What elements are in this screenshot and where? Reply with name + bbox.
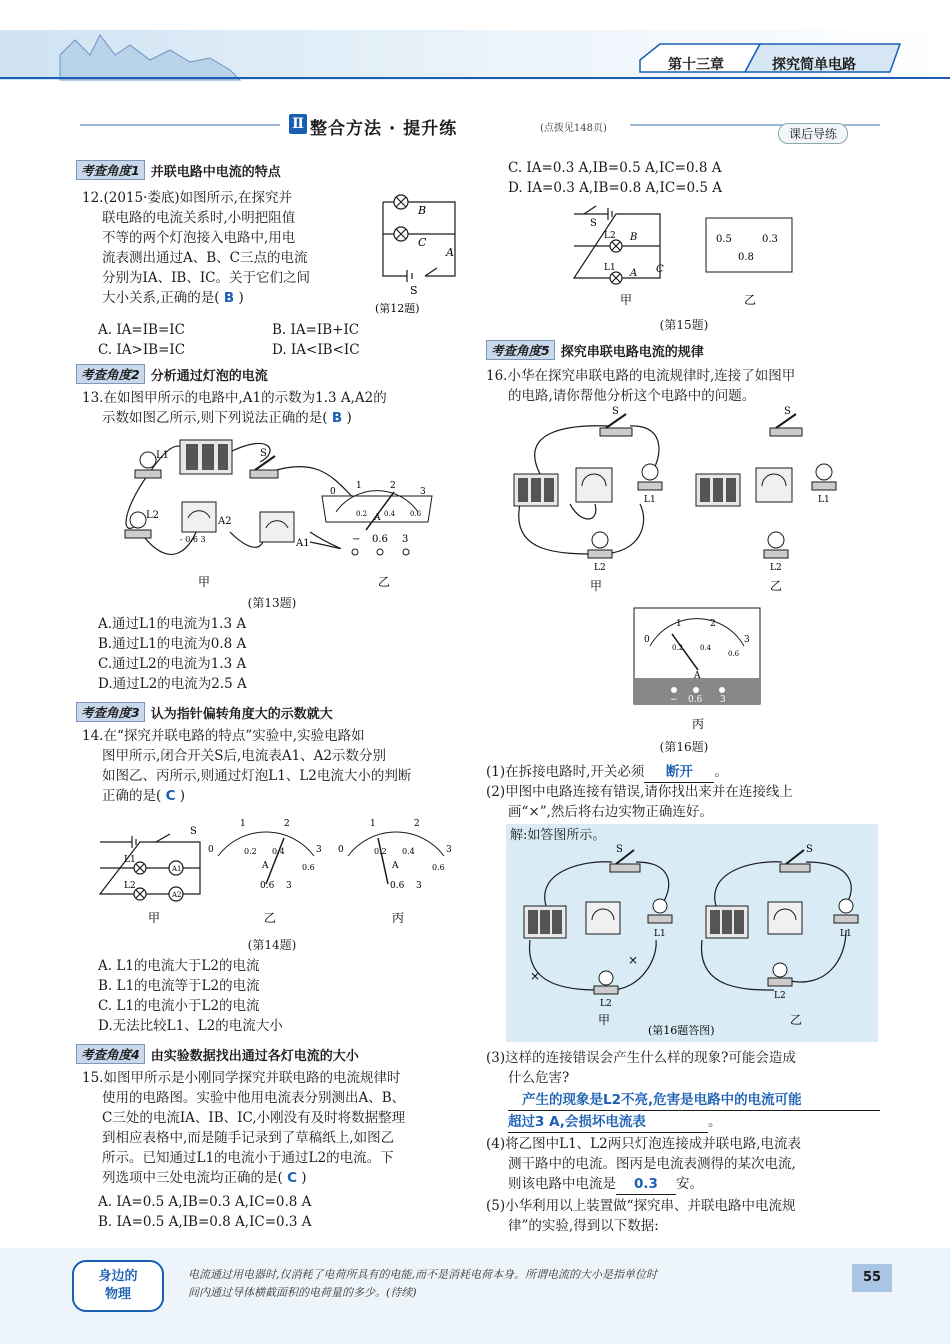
q15-answer-line [82,1168,405,1188]
bulb-l2-icon [588,532,612,558]
tick-0-6: 0.6 [410,510,422,518]
q16-part-3-answer-2-line [508,1112,722,1133]
q16-figure [500,404,880,604]
q13-label-s: S [260,448,267,459]
q14-line: 如图乙、丙所示,则通过灯泡L1、L2电流大小的判断 [102,768,412,784]
tick-0-2: 0.2 [672,644,684,652]
q16-yi: 乙 [770,579,783,593]
q13-label-a1: A1 [296,538,310,549]
q16-p1-text: (1)在拆接电路时,开关必须 [486,764,645,780]
ammeter-icon [756,468,792,502]
q16-part-3-answer-1: 产生的现象是L2不亮,危害是电路中的电流可能 [508,1090,880,1111]
q15-label-l2: L2 [604,231,616,241]
angle-text: 由实验数据找出通过各灯电流的大小 [150,1048,359,1064]
q16-solution-label: 解:如答图所示。 [510,828,606,843]
q15-option-c: C. IA=0.3 A,IB=0.5 A,IC=0.8 A [508,160,722,176]
q13-label-l1: L1 [156,450,170,461]
ans-label-s: S [616,844,623,855]
q15-label-a: A [630,268,638,279]
q12-answer-line [82,288,310,308]
bulb-l1-icon [638,464,662,490]
chapter-label: 第十三章 [668,57,724,73]
terminal-3: 3 [416,881,422,891]
q12-label-s: S [410,284,418,297]
q15-draft-v1: 0.5 [716,234,732,245]
cross-mark: × [530,969,541,983]
q13-jia: 甲 [198,575,211,589]
q15-options-left [98,1192,312,1232]
battery-icon [696,474,740,506]
q14-line: 14.在“探究并联电路的特点”实验中,实验电路如 [82,728,365,744]
q15-text [82,1068,405,1188]
q15-line: 所示。已知通过L1的电流小于通过L2的电流。下 [102,1150,394,1166]
q16-bing: 丙 [692,717,705,731]
tick-0-2: 0.2 [244,847,257,856]
footer-line-2: 间内通过导体横截面积的电荷量的多少。(待续) [188,1286,417,1299]
q15-option-b: B. IA=0.5 A,IB=0.8 A,IC=0.3 A [98,1214,312,1230]
q16-part-2-line-1: (2)甲图中电路连接有错误,请你找出来并在连接线上 [486,784,793,800]
q12-option-b: B. IA=IB+IC [272,322,360,338]
q12-label-c: C [418,236,427,249]
tick-0: 0 [338,845,344,855]
q15-line: C三处的电流IA、IB、IC,小刚没有及时将数据整理 [102,1110,406,1126]
meter-unit: A [262,861,269,871]
q13-option-c: C.通过L2的电流为1.3 A [98,656,247,672]
q14-dial-yi [218,832,314,884]
q12-line: 联电路的电流关系时,小明把阻值 [102,210,296,226]
tick-3: 3 [316,845,322,855]
q15-options-right [508,158,722,198]
angle-text: 探究串联电路电流的规律 [560,344,704,360]
q16-p1-answer: 断开 [644,762,714,783]
tick-0-2: 0.2 [356,510,368,518]
q16-p4-answer: 0.3 [616,1174,676,1195]
tick-0-4: 0.4 [384,510,396,518]
q13-figure [110,432,450,612]
q16-part-2-line-2: 画“×”,然后将右边实物正确连好。 [508,804,713,820]
angle-1-heading [76,160,281,180]
tick-0: 0 [644,635,650,645]
ammeter-a2-icon [182,502,216,532]
meter-unit: A [392,861,399,871]
page-number: 55 [852,1264,892,1292]
q16-part-5-line-2: 律”的实验,得到以下数据: [508,1218,659,1234]
q16-p3-end: 。 [708,1114,722,1130]
q16-part-3-line-1: (3)这样的连接错误会产生什么样的现象?可能会造成 [486,1050,796,1066]
q16-ammeter-bing [632,606,762,736]
tick-0-6: 0.6 [432,863,445,872]
q13-option-d: D.通过L2的电流为2.5 A [98,676,247,692]
q14-jia: 甲 [148,911,161,925]
q16-line-2: 的电路,请你帮他分析这个电路中的问题。 [508,388,756,404]
terminal-0-6: 0.6 [390,881,405,891]
switch-icon [770,414,802,436]
tick-1: 1 [356,481,362,491]
angle-text: 认为指针偏转角度大的示数就大 [150,706,333,722]
ans-label-l1: L1 [654,929,666,939]
switch-icon [610,850,640,872]
q14-label-l1: L1 [124,855,136,865]
ammeter-icon [586,902,620,934]
tick-0: 0 [330,487,336,497]
q13-yi: 乙 [378,575,391,589]
bulb-l2-icon [768,963,792,986]
q15-paren: ) [301,1170,307,1186]
q13-line-1: 13.在如图甲所示的电路中,A1的示数为1.3 A,A2的 [82,390,387,406]
battery-icon [180,440,232,474]
tick-1: 1 [370,819,376,829]
q15-draft-v3: 0.8 [738,252,754,263]
angle-tag: 考查角度4 [76,1044,145,1064]
terminal-3: 3 [402,534,409,545]
bulb-l1-icon [834,899,858,923]
q14-paren: ) [179,788,186,804]
q15-yi: 乙 [744,293,757,307]
q14-option-b: B. L1的电流等于L2的电流 [98,978,260,994]
q16-yi-label-l1: L1 [818,495,830,505]
meter-unit: A [374,513,381,523]
q16-line-1: 16.小华在探究串联电路的电流规律时,连接了如图甲 [486,368,796,384]
q12-line: 流表测出通过A、B、C三点的电流 [102,250,308,266]
ans-yi-label-l1: L1 [840,929,852,939]
q15-stem: 列选项中三处电流均正确的是( [102,1170,283,1186]
terminal-neg: − [670,695,678,705]
tick-1: 1 [240,819,246,829]
angle-tag: 考查角度3 [76,702,145,722]
section-title: 整合方法 · 提升练 [310,119,458,139]
q13-answer: B [331,410,343,426]
tick-3: 3 [420,487,426,497]
terminal-0-6: 0.6 [260,881,275,891]
q15-line: 使用的电路图。实验中他用电流表分别测出A、B、 [102,1090,406,1106]
tick-0-4: 0.4 [700,644,712,652]
q14-label-l2: L2 [124,881,136,891]
q13-option-a: A.通过L1的电流为1.3 A [98,616,247,632]
meter-unit: A [694,671,701,681]
q14-option-d: D.无法比较L1、L2的电流大小 [98,1018,283,1034]
q15-draft-paper [706,218,792,272]
q16-label-l1: L1 [644,495,656,505]
q13-label-a2: A2 [218,516,232,527]
q15-label-c: C [656,264,664,275]
q14-option-a: A. L1的电流大于L2的电流 [98,958,260,974]
q14-bing: 丙 [392,911,405,925]
bulb-l2-icon [764,532,788,558]
tick-2: 2 [414,819,420,829]
section-badge: Ⅱ [289,114,307,134]
q15-caption: (第15题) [659,318,709,332]
angle-tag: 考查角度1 [76,160,145,180]
q14-text [82,726,411,806]
tick-3: 3 [446,845,452,855]
q16-part-4-line-2: 测干路中的电流。图丙是电流表测得的某次电流, [508,1156,796,1172]
q15-label-s: S [590,218,597,229]
q12-line: 不等的两个灯泡接入电路中,用电 [102,230,296,246]
terminal-0-6: 0.6 [372,534,388,545]
angle-2-heading [76,364,268,384]
tick-2: 2 [390,481,396,491]
tick-0: 0 [208,845,214,855]
q16-yi-label-s: S [784,406,791,417]
footer-line-1: 电流通过用电器时,仅消耗了电荷所具有的电能,而不是消耗电荷本身。所谓电流的大小是指单位时 [188,1268,657,1281]
q12-stem: 大小关系,正确的是( [102,290,220,306]
terminal-0-6: 0.6 [688,695,703,705]
battery-icon [514,474,558,506]
q12-circuit-diagram [355,186,485,316]
q16-part-5-line-1: (5)小华利用以上装置做“探究串、并联电路中电流规 [486,1198,796,1214]
q16-p4-text: 则该电路中电流是 [508,1176,616,1192]
q12-option-a: A. IA=IB=IC [98,322,185,338]
q13-caption: (第13题) [247,596,297,610]
q14-caption: (第14题) [247,938,297,952]
q14-line: 图甲所示,闭合开关S后,电流表A1、A2示数分别 [102,748,387,764]
q13-stem: 示数如图乙所示,则下列说法正确的是( [102,410,328,426]
q12-label-a: A [446,246,454,259]
bulb-l1-icon [648,899,672,923]
q15-draft-v2: 0.3 [762,234,778,245]
q15-line: 到相应表格中,而是随手记录到了草稿纸上,如图乙 [102,1130,395,1146]
tick-1: 1 [676,619,682,629]
q12-label-b: B [418,204,427,217]
q12-answer: B [223,290,235,306]
q14-stem: 正确的是( [102,788,162,804]
q15-line: 15.如图甲所示是小刚同学探究并联电路的电流规律时 [82,1070,401,1086]
ans-yi-label-s: S [806,844,813,855]
q16-yi-label-l2: L2 [770,563,782,573]
ammeter-icon [768,902,802,934]
q15-jia: 甲 [620,293,633,307]
q13-option-b: B.通过L1的电流为0.8 A [98,636,247,652]
q13-paren: ) [346,410,352,426]
angle-3-heading [76,702,333,722]
q16-part-4-line-3 [508,1174,703,1195]
angle-tag: 考查角度2 [76,364,145,384]
footer-logo-line-1: 身边的 [98,1269,138,1284]
q14-answer-line [82,786,411,806]
cross-mark: × [628,953,639,967]
q13-options [98,614,247,694]
angle-tag: 考查角度5 [486,340,555,360]
q15-figure [560,200,800,314]
q14-label-a2: A2 [172,891,182,899]
q15-option-d: D. IA=0.3 A,IB=0.8 A,IC=0.5 A [508,180,722,196]
angle-4-heading [76,1044,359,1064]
q14-figure [90,812,470,932]
q15-answer: C [287,1170,297,1186]
bulb-l2-icon [594,971,618,994]
terminal-neg: − [352,534,361,545]
q14-option-c: C. L1的电流小于L2的电流 [98,998,260,1014]
tick-3: 3 [744,635,750,645]
q16-part-1 [486,762,728,783]
q14-options [98,956,283,1036]
tick-2: 2 [710,619,716,629]
q16-label-s: S [612,406,619,417]
tick-0-4: 0.4 [402,847,415,856]
q16-label-l2: L2 [594,563,606,573]
terminal-3: 3 [286,881,292,891]
q16-answer-caption: (第16题答图) [648,1024,715,1037]
q16-part-4-line-1: (4)将乙图中L1、L2两只灯泡连接成并联电路,电流表 [486,1136,802,1152]
battery-icon [706,906,748,938]
tick-0-2: 0.2 [374,847,387,856]
tick-0-4: 0.4 [272,847,285,856]
q16-answer-figure [506,840,878,1040]
q16-part-3-answer-2: 超过3 A,会损坏电流表 [508,1112,708,1133]
bulb-l1-icon [812,464,836,490]
ans-jia: 甲 [598,1013,611,1027]
q14-dial-bing [348,832,444,884]
ans-label-l2: L2 [600,999,612,1009]
ans-yi-label-l2: L2 [774,991,786,1001]
after-class-badge: 课后导练 [778,123,848,144]
ammeter-a1-icon [260,512,294,542]
q12-text [82,188,310,308]
q14-answer: C [165,788,176,804]
q13-terminals: - 0.6 3 [180,535,206,544]
footer-logo [72,1260,164,1312]
angle-text: 分析通过灯泡的电流 [150,368,268,384]
q14-yi: 乙 [264,911,277,925]
q12-option-d: D. IA<IB<IC [272,342,360,358]
tick-0-6: 0.6 [728,650,740,658]
q14-label-s: S [190,826,197,837]
q16-p1-end: 。 [714,764,728,780]
section-note: (点拨见148页) [540,123,607,134]
ans-yi: 乙 [790,1013,803,1027]
q16-jia: 甲 [590,579,603,593]
q16-part-3-line-2: 什么危害? [508,1070,570,1086]
q13-label-l2: L2 [146,510,160,521]
q15-label-b: B [630,232,638,243]
footer-text [188,1266,657,1302]
terminal-3: 3 [720,695,726,705]
q12-paren: ) [238,290,244,306]
q16-p4-end: 安。 [676,1176,703,1192]
ammeter-icon [576,468,612,502]
angle-text: 并联电路中电流的特点 [150,164,281,180]
tick-2: 2 [284,819,290,829]
q12-line: 分别为IA、IB、IC。关于它们之间 [102,270,310,286]
battery-icon [524,906,566,938]
switch-icon [600,414,632,436]
q14-label-a1: A1 [172,865,182,873]
q12-option-c: C. IA>IB=IC [98,342,186,358]
q15-label-l1: L1 [604,263,616,273]
tick-0-6: 0.6 [302,863,315,872]
q12-caption: (第12题) [375,302,420,315]
q12-line: 12.(2015·娄底)如图所示,在探究并 [82,190,292,206]
footer-logo-line-2: 物理 [104,1287,131,1302]
angle-5-heading [486,340,704,360]
q15-option-a: A. IA=0.5 A,IB=0.3 A,IC=0.8 A [98,1194,312,1210]
q13-line-2 [102,408,352,428]
q16-caption: (第16题) [659,740,709,754]
topic-label: 探究简单电路 [772,57,856,73]
